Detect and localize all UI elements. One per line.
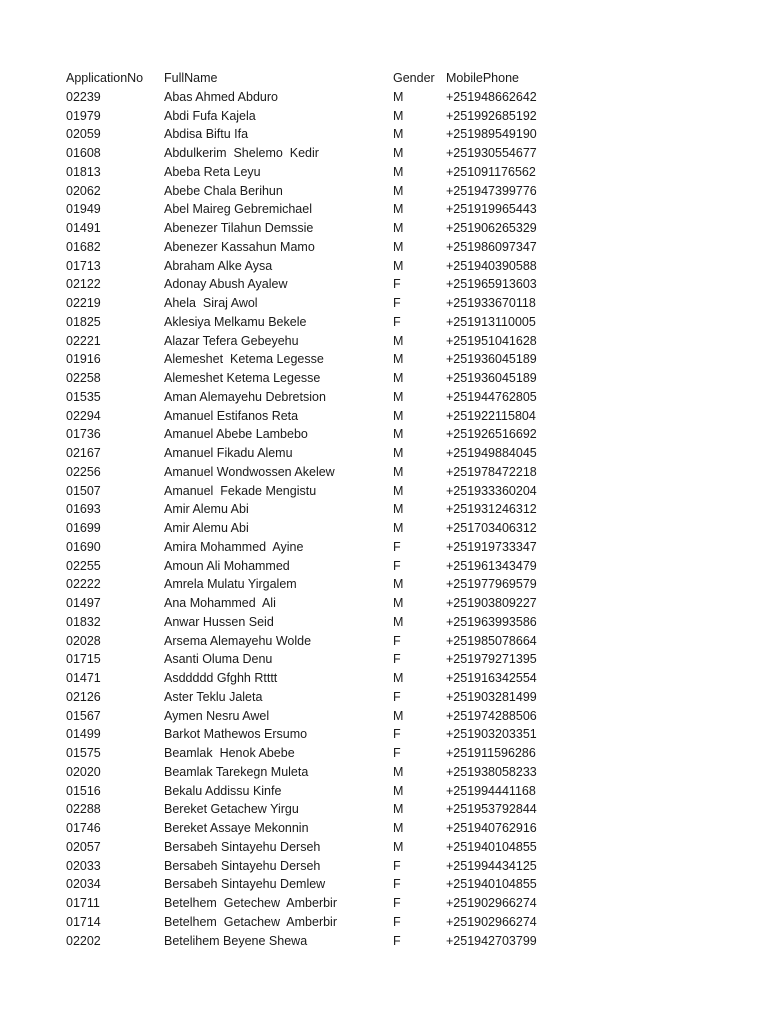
mobile-phone-cell: +251911596286 bbox=[446, 746, 536, 760]
full-name-cell: Abenezer Tilahun Demssie bbox=[164, 221, 314, 235]
application-no-cell: 02057 bbox=[66, 839, 101, 854]
mobile-phone-cell: +251091176562 bbox=[446, 164, 536, 179]
mobile-phone-cell: +251933670118 bbox=[446, 296, 536, 310]
application-no-cell: 01825 bbox=[66, 314, 101, 329]
application-no-cell: 02122 bbox=[66, 277, 101, 292]
table-row bbox=[66, 782, 686, 801]
application-no-cell: 01711 bbox=[66, 896, 100, 910]
gender-cell: M bbox=[393, 464, 404, 479]
mobile-phone-cell: +251936045189 bbox=[446, 371, 537, 385]
mobile-phone-cell: +251906265329 bbox=[446, 221, 537, 235]
table-row bbox=[66, 894, 686, 913]
table-row bbox=[66, 500, 686, 519]
application-no-cell: 01813 bbox=[66, 164, 101, 179]
full-name-cell: Abeba Reta Leyu bbox=[164, 164, 261, 179]
application-no-cell: 01535 bbox=[66, 389, 101, 404]
table-row bbox=[66, 819, 686, 838]
full-name-cell: Bersabeh Sintayehu Demlew bbox=[164, 877, 326, 892]
gender-cell: M bbox=[393, 239, 404, 254]
application-no-cell: 02028 bbox=[66, 633, 101, 648]
mobile-phone-cell: +251985078664 bbox=[446, 633, 537, 648]
application-no-cell: 02033 bbox=[66, 858, 101, 873]
full-name-cell: Beamlak Tarekegn Muleta bbox=[164, 764, 309, 779]
mobile-phone-cell: +251944762805 bbox=[446, 389, 537, 404]
mobile-phone-cell: +251902966274 bbox=[446, 914, 537, 929]
gender-cell: M bbox=[393, 483, 404, 498]
mobile-phone-cell: +251930554677 bbox=[446, 146, 537, 160]
full-name-cell: Bersabeh Sintayehu Derseh bbox=[164, 839, 321, 854]
mobile-phone-cell: +251953792844 bbox=[446, 802, 537, 817]
table-row bbox=[66, 219, 686, 238]
table-row bbox=[66, 519, 686, 538]
gender-cell: M bbox=[393, 446, 404, 460]
full-name-cell: Amanuel Abebe Lambebo bbox=[164, 427, 308, 442]
full-name-cell: Aklesiya Melkamu Bekele bbox=[164, 314, 307, 329]
application-no-cell: 01491 bbox=[66, 221, 101, 235]
mobile-phone-cell: +251913110005 bbox=[446, 314, 536, 329]
full-name-cell: Ahela Siraj Awol bbox=[164, 296, 258, 310]
table-row bbox=[66, 575, 686, 594]
application-no-cell: 02219 bbox=[66, 296, 101, 310]
mobile-phone-cell: +251919965443 bbox=[446, 202, 537, 217]
mobile-phone-cell: +251902966274 bbox=[446, 896, 537, 910]
gender-cell: M bbox=[393, 839, 404, 854]
mobile-phone-cell: +251942703799 bbox=[446, 933, 537, 948]
application-no-cell: 02288 bbox=[66, 802, 101, 817]
gender-cell: M bbox=[393, 577, 404, 592]
gender-cell: F bbox=[393, 877, 401, 892]
table-row bbox=[66, 238, 686, 257]
application-no-cell: 01715 bbox=[66, 652, 101, 667]
full-name-cell: Aster Teklu Jaleta bbox=[164, 689, 263, 704]
application-no-cell: 02034 bbox=[66, 877, 101, 892]
application-no-cell: 02059 bbox=[66, 127, 101, 142]
gender-cell: M bbox=[393, 783, 404, 798]
mobile-phone-cell: +251978472218 bbox=[446, 464, 537, 479]
full-name-cell: Alemeshet Ketema Legesse bbox=[164, 371, 321, 385]
full-name-cell: Alemeshet Ketema Legesse bbox=[164, 352, 324, 367]
mobile-phone-cell: +251947399776 bbox=[446, 183, 537, 198]
full-name-cell: Amir Alemu Abi bbox=[164, 502, 249, 517]
application-no-cell: 01608 bbox=[66, 146, 101, 160]
header-application-no: ApplicationNo bbox=[66, 71, 144, 85]
application-no-cell: 02167 bbox=[66, 446, 101, 460]
table-row bbox=[66, 594, 686, 613]
table-row bbox=[66, 669, 686, 688]
application-no-cell: 01499 bbox=[66, 727, 101, 742]
mobile-phone-cell: +251940390588 bbox=[446, 258, 537, 273]
gender-cell: M bbox=[393, 333, 404, 348]
table-row bbox=[66, 932, 686, 951]
table-row bbox=[66, 144, 686, 163]
gender-cell: M bbox=[393, 764, 404, 779]
table-row bbox=[66, 913, 686, 932]
mobile-phone-cell: +251940104855 bbox=[446, 839, 537, 854]
mobile-phone-cell: +251974288506 bbox=[446, 708, 537, 723]
header-full-name: FullName bbox=[164, 71, 218, 85]
table-row bbox=[66, 725, 686, 744]
mobile-phone-cell: +251949884045 bbox=[446, 446, 537, 460]
gender-cell: F bbox=[393, 914, 401, 929]
full-name-cell: Betelihem Beyene Shewa bbox=[164, 933, 308, 948]
gender-cell: M bbox=[393, 108, 404, 123]
gender-cell: M bbox=[393, 521, 404, 535]
mobile-phone-cell: +251961343479 bbox=[446, 558, 537, 573]
application-no-cell: 02020 bbox=[66, 764, 101, 779]
gender-cell: F bbox=[393, 314, 401, 329]
gender-cell: F bbox=[393, 896, 401, 910]
gender-cell: F bbox=[393, 652, 401, 667]
full-name-cell: Abel Maireg Gebremichael bbox=[164, 202, 312, 217]
mobile-phone-cell: +251938058233 bbox=[446, 764, 537, 779]
table-row bbox=[66, 650, 686, 669]
gender-cell: M bbox=[393, 183, 404, 198]
mobile-phone-cell: +251948662642 bbox=[446, 89, 537, 104]
full-name-cell: Amoun Ali Mohammed bbox=[164, 558, 290, 573]
header-row bbox=[66, 69, 686, 88]
gender-cell: M bbox=[393, 671, 404, 685]
full-name-cell: Amira Mohammed Ayine bbox=[164, 539, 304, 554]
application-no-cell: 01497 bbox=[66, 596, 101, 610]
full-name-cell: Amanuel Estifanos Reta bbox=[164, 408, 299, 423]
full-name-cell: Ana Mohammed Ali bbox=[164, 596, 276, 610]
full-name-cell: Betelhem Getechew Amberbir bbox=[164, 896, 337, 910]
application-no-cell: 02062 bbox=[66, 183, 101, 198]
table-row bbox=[66, 407, 686, 426]
application-no-cell: 02222 bbox=[66, 577, 101, 592]
mobile-phone-cell: +251903281499 bbox=[446, 689, 537, 704]
gender-cell: F bbox=[393, 277, 401, 292]
gender-cell: M bbox=[393, 502, 404, 517]
application-no-cell: 02221 bbox=[66, 333, 101, 348]
full-name-cell: Barkot Mathewos Ersumo bbox=[164, 727, 308, 742]
table-row bbox=[66, 463, 686, 482]
gender-cell: M bbox=[393, 408, 404, 423]
gender-cell: M bbox=[393, 89, 404, 104]
application-no-cell: 01471 bbox=[66, 671, 101, 685]
full-name-cell: Anwar Hussen Seid bbox=[164, 614, 274, 629]
mobile-phone-cell: +251903809227 bbox=[446, 596, 537, 610]
table-body bbox=[66, 88, 686, 951]
gender-cell: M bbox=[393, 258, 404, 273]
table-row bbox=[66, 313, 686, 332]
full-name-cell: Amanuel Fekade Mengistu bbox=[164, 483, 317, 498]
full-name-cell: Amanuel Wondwossen Akelew bbox=[164, 464, 335, 479]
mobile-phone-cell: +251963993586 bbox=[446, 614, 537, 629]
gender-cell: F bbox=[393, 558, 401, 573]
application-no-cell: 01693 bbox=[66, 502, 101, 517]
mobile-phone-cell: +251940762916 bbox=[446, 821, 537, 835]
full-name-cell: Alazar Tefera Gebeyehu bbox=[164, 333, 299, 348]
mobile-phone-cell: +251979271395 bbox=[446, 652, 537, 667]
table-row bbox=[66, 482, 686, 501]
table-row bbox=[66, 350, 686, 369]
application-no-cell: 01713 bbox=[66, 258, 101, 273]
full-name-cell: Bersabeh Sintayehu Derseh bbox=[164, 858, 321, 873]
table-row bbox=[66, 163, 686, 182]
mobile-phone-cell: +251919733347 bbox=[446, 539, 537, 554]
application-no-cell: 01516 bbox=[66, 783, 101, 798]
table-row bbox=[66, 632, 686, 651]
table-row bbox=[66, 332, 686, 351]
table-row bbox=[66, 275, 686, 294]
gender-cell: M bbox=[393, 596, 404, 610]
gender-cell: F bbox=[393, 727, 401, 742]
table-row bbox=[66, 425, 686, 444]
table-row bbox=[66, 538, 686, 557]
table-row bbox=[66, 875, 686, 894]
gender-cell: M bbox=[393, 821, 404, 835]
application-no-cell: 01736 bbox=[66, 427, 101, 442]
gender-cell: M bbox=[393, 614, 404, 629]
gender-cell: M bbox=[393, 221, 404, 235]
gender-cell: M bbox=[393, 427, 404, 442]
full-name-cell: Aman Alemayehu Debretsion bbox=[164, 389, 326, 404]
application-no-cell: 01682 bbox=[66, 239, 101, 254]
applicant-table bbox=[66, 69, 686, 950]
application-no-cell: 01575 bbox=[66, 746, 101, 760]
mobile-phone-cell: +251931246312 bbox=[446, 502, 537, 517]
application-no-cell: 02294 bbox=[66, 408, 101, 423]
application-no-cell: 01690 bbox=[66, 539, 101, 554]
full-name-cell: Adonay Abush Ayalew bbox=[164, 277, 288, 292]
application-no-cell: 02202 bbox=[66, 933, 101, 948]
gender-cell: F bbox=[393, 633, 401, 648]
mobile-phone-cell: +251992685192 bbox=[446, 108, 537, 123]
mobile-phone-cell: +251940104855 bbox=[446, 877, 537, 892]
gender-cell: M bbox=[393, 164, 404, 179]
mobile-phone-cell: +251951041628 bbox=[446, 333, 537, 348]
table-row bbox=[66, 857, 686, 876]
application-no-cell: 01949 bbox=[66, 202, 101, 217]
mobile-phone-cell: +251994441168 bbox=[446, 783, 536, 798]
full-name-cell: Abdulkerim Shelemo Kedir bbox=[164, 146, 319, 160]
full-name-cell: Abraham Alke Aysa bbox=[164, 258, 273, 273]
application-no-cell: 02255 bbox=[66, 558, 101, 573]
table-row bbox=[66, 763, 686, 782]
gender-cell: M bbox=[393, 371, 404, 385]
application-no-cell: 01699 bbox=[66, 521, 101, 535]
mobile-phone-cell: +251926516692 bbox=[446, 427, 537, 442]
table-row bbox=[66, 294, 686, 313]
table-row bbox=[66, 800, 686, 819]
application-no-cell: 01507 bbox=[66, 483, 101, 498]
table-row bbox=[66, 88, 686, 107]
application-no-cell: 02258 bbox=[66, 371, 101, 385]
full-name-cell: Abdisa Biftu Ifa bbox=[164, 127, 249, 142]
table-row bbox=[66, 182, 686, 201]
table-row bbox=[66, 707, 686, 726]
full-name-cell: Betelhem Getachew Amberbir bbox=[164, 914, 337, 929]
gender-cell: M bbox=[393, 127, 404, 142]
table-row bbox=[66, 557, 686, 576]
mobile-phone-cell: +251965913603 bbox=[446, 277, 537, 292]
gender-cell: F bbox=[393, 296, 401, 310]
full-name-cell: Asddddd Gfghh Rtttt bbox=[164, 671, 278, 685]
gender-cell: F bbox=[393, 539, 401, 554]
mobile-phone-cell: +251994434125 bbox=[446, 858, 537, 873]
full-name-cell: Beamlak Henok Abebe bbox=[164, 746, 295, 760]
full-name-cell: Bereket Assaye Mekonnin bbox=[164, 821, 309, 835]
table-row bbox=[66, 744, 686, 763]
full-name-cell: Abebe Chala Berihun bbox=[164, 183, 283, 198]
full-name-cell: Amanuel Fikadu Alemu bbox=[164, 446, 293, 460]
gender-cell: M bbox=[393, 146, 404, 160]
mobile-phone-cell: +251977969579 bbox=[446, 577, 537, 592]
application-no-cell: 01567 bbox=[66, 708, 101, 723]
table-row bbox=[66, 369, 686, 388]
full-name-cell: Bereket Getachew Yirgu bbox=[164, 802, 299, 817]
table-row bbox=[66, 200, 686, 219]
full-name-cell: Abdi Fufa Kajela bbox=[164, 108, 256, 123]
table-row bbox=[66, 838, 686, 857]
mobile-phone-cell: +251986097347 bbox=[446, 239, 537, 254]
mobile-phone-cell: +251922115804 bbox=[446, 408, 536, 423]
gender-cell: M bbox=[393, 389, 404, 404]
mobile-phone-cell: +251933360204 bbox=[446, 483, 537, 498]
mobile-phone-cell: +251936045189 bbox=[446, 352, 537, 367]
application-no-cell: 02256 bbox=[66, 464, 101, 479]
gender-cell: M bbox=[393, 352, 404, 367]
application-no-cell: 01832 bbox=[66, 614, 101, 629]
full-name-cell: Bekalu Addissu Kinfe bbox=[164, 783, 282, 798]
table-row bbox=[66, 107, 686, 126]
mobile-phone-cell: +251903203351 bbox=[446, 727, 537, 742]
table-row bbox=[66, 688, 686, 707]
gender-cell: M bbox=[393, 802, 404, 817]
gender-cell: F bbox=[393, 858, 401, 873]
table-row bbox=[66, 388, 686, 407]
full-name-cell: Aymen Nesru Awel bbox=[164, 708, 270, 723]
full-name-cell: Asanti Oluma Denu bbox=[164, 652, 273, 667]
header-gender: Gender bbox=[393, 71, 435, 85]
mobile-phone-cell: +251916342554 bbox=[446, 671, 537, 685]
application-no-cell: 01979 bbox=[66, 108, 101, 123]
application-no-cell: 02126 bbox=[66, 689, 101, 704]
gender-cell: F bbox=[393, 933, 401, 948]
gender-cell: M bbox=[393, 202, 404, 217]
full-name-cell: Abenezer Kassahun Mamo bbox=[164, 239, 315, 254]
application-no-cell: 01916 bbox=[66, 352, 101, 367]
full-name-cell: Amir Alemu Abi bbox=[164, 521, 249, 535]
table-row bbox=[66, 613, 686, 632]
table-row bbox=[66, 257, 686, 276]
gender-cell: M bbox=[393, 708, 404, 723]
application-no-cell: 01746 bbox=[66, 821, 101, 835]
application-no-cell: 02239 bbox=[66, 89, 101, 104]
full-name-cell: Amrela Mulatu Yirgalem bbox=[164, 577, 297, 592]
gender-cell: F bbox=[393, 746, 401, 760]
gender-cell: F bbox=[393, 689, 401, 704]
mobile-phone-cell: +251989549190 bbox=[446, 127, 537, 142]
table-row bbox=[66, 125, 686, 144]
full-name-cell: Arsema Alemayehu Wolde bbox=[164, 633, 312, 648]
application-no-cell: 01714 bbox=[66, 914, 101, 929]
table-row bbox=[66, 444, 686, 463]
mobile-phone-cell: +251703406312 bbox=[446, 521, 537, 535]
header-mobile-phone: MobilePhone bbox=[446, 71, 519, 85]
full-name-cell: Abas Ahmed Abduro bbox=[164, 89, 278, 104]
